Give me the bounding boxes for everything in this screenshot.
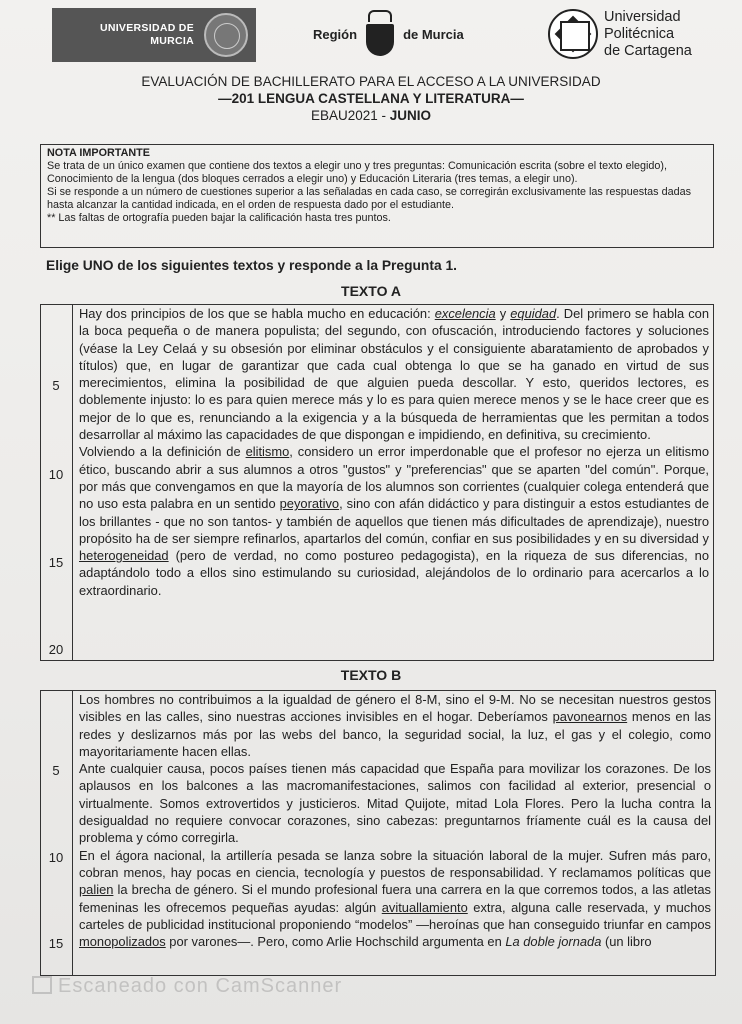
upct-line3: de Cartagena (604, 42, 692, 59)
texto-b-box (40, 690, 716, 976)
note-paragraph-2: Si se responde a un número de cuestiones superior a las señaladas en cada caso, se corregirán exclusivamente las respuestas dadas hasta alcanzar la cantidad indicada, en el orden de respuesta dado por el estudiante. (47, 186, 691, 211)
upct-line1: Universidad (604, 8, 681, 25)
important-note-box (40, 144, 714, 248)
line-number-gutter (41, 305, 73, 660)
instruction: Elige UNO de los siguientes textos y responde a la Pregunta 1. (46, 258, 457, 273)
note-paragraph-3: ** Las faltas de ortografía pueden bajar la calificación hasta tres puntos. (47, 212, 391, 224)
line-number: 5 (52, 378, 60, 393)
texto-b-paragraph-1: Los hombres no contribuimos a la igualdad de género el 8-M, sino el 9-M. No se necesitan nuestros gestos visibles en las calles, sino nuestras acciones invisibles en el hogar. Deberíamos pavonearnos menos en las redes y deslizarnos más por las webs del banco, la seguridad social, la luz, el gas y el colegio, como mayoritariamente hacen ellas. (79, 692, 711, 759)
upct-line2: Politécnica (604, 25, 675, 42)
line-number: 15 (48, 555, 64, 570)
university-seal-icon (204, 13, 248, 57)
texto-a-box (40, 304, 714, 661)
texto-a-heading: TEXTO A (341, 283, 401, 299)
texto-a-body (79, 305, 709, 599)
texto-b-body (79, 691, 711, 950)
texto-b-paragraph-3: En el ágora nacional, la artillería pesada se lanza sobre la situación laboral de la mujer. Sufren más paro, cobran menos, hay pocas en ciencia, tecnología y puestos de responsabilidad. Y reclamamos políticas que palien la brecha de género. Si el mundo profesional fuera una carrera en la que corremos todos, a las atletas femeninas les ofrecemos pequeñas ayudas: algún avituallamiento extra, alguna calle reservada, y muchos carteles de publicidad institucional proponiendo “modelos” —heroínas que han conseguido triunfar en campos monopolizados por varones—. Pero, como Arlie Hochschild argumenta en La doble jornada (un libro (79, 847, 711, 950)
line-number: 15 (48, 936, 64, 951)
region-murcia-logo (313, 8, 473, 60)
scanner-watermark: Escaneado con CamScanner (32, 975, 342, 998)
um-logo-line1: UNIVERSIDAD DE (99, 22, 194, 34)
um-logo-line2: MURCIA (150, 35, 194, 47)
region-crest-icon (362, 10, 398, 58)
region-left-text: Región (313, 26, 358, 42)
line-number: 5 (52, 763, 60, 778)
texto-b-heading: TEXTO B (340, 667, 402, 683)
note-title: NOTA IMPORTANTE (47, 147, 150, 159)
upct-logo (548, 6, 738, 62)
region-right-text: de Murcia (403, 26, 464, 42)
line-number-gutter (41, 691, 73, 975)
university-murcia-logo (52, 8, 256, 62)
texto-a-paragraph-1: Hay dos principios de los que se habla mucho en educación: excelencia y equidad. Del primero se habla con la boca pequeña o de manera populista; del segundo, con ofuscación, introduciendo factores y soluciones (véase la Ley Celaá y su obsesión por eliminar obstáculos y el consiguiente abaratamiento de aprobados y títulos) que, en lugar de garantizar que cada cual obtenga lo que se ha ganado en virtud de sus merecimientos, elimina la posibilidad de que alguien pueda descollar. Y esto, queridos lectores, es doblemente injusto: lo es para quien merece más y lo es para quien merece menos y se le hace creer que es mejor de lo que es, renunciando a la exigencia y a la búsqueda de herramientas que les permitan a todos desarrollar al máximo las capacidades de que dispongan e impidiendo, en definitiva, su crecimiento. (79, 306, 710, 443)
line-number: 20 (48, 642, 64, 657)
texto-b-paragraph-2: Ante cualquier causa, pocos países tienen más capacidad que España para movilizar los corazones. De los aplausos en los balcones a las macromanifestaciones, salimos con facilidad al exterior, presencial o virtualmente. Somos extrovertidos y justicieros. Mitad Quijote, mitad Lola Flores. Pero la lucha contra la desigualdad no requiere convocar corazones, sino cabezas: preguntarnos fríamente cuál es la causa del problema y cómo corregirla. (79, 761, 711, 846)
note-paragraph-1: Se trata de un único examen que contiene dos textos a elegir uno y tres preguntas: Comunicación escrita (sobre el texto elegido), Conocimiento de la lengua (dos bloques cerrados a elegir uno) y Educación Literaria (tres temas, a elegir uno). (47, 160, 667, 185)
line-number: 10 (48, 467, 64, 482)
exam-session: EBAU2021 - JUNIO (310, 108, 432, 123)
exam-title: EVALUACIÓN DE BACHILLERATO PARA EL ACCESO A LA UNIVERSIDAD (141, 74, 601, 89)
line-number: 10 (48, 850, 64, 865)
exam-subject: —201 LENGUA CASTELLANA Y LITERATURA— (218, 91, 524, 106)
texto-a-paragraph-2: Volviendo a la definición de elitismo, considero un error imperdonable que el profesor no ejerza un elitismo ético, buscando abrir a sus alumnos a otros "gustos" y "preferencias" que se aparten "del común". Porque, por más que convengamos en que la mayoría de los alumnos son corrientes (cualquier colega entenderá que no uso esta palabra en un sentido peyorativo, sino con afán didáctico y para distinguir a estos estudiantes de los brillantes - que no son tantos- y también de aquellos que tienen más dificultades de aprendizaje), nuestro propósito ha de ser siempre refinarlos, apartarlos del común, confiar en sus posibilidades y en su diversidad y heterogeneidad (pero de verdad, no como postureo pedagogista), en la riqueza de sus diferencias, no adaptándolo todo a ellos sino estimulando su curiosidad, alejándolos de lo ordinario para acercarlos a lo extraordinario. (79, 444, 709, 598)
camscanner-icon (32, 976, 52, 994)
upct-star-icon (548, 9, 598, 59)
